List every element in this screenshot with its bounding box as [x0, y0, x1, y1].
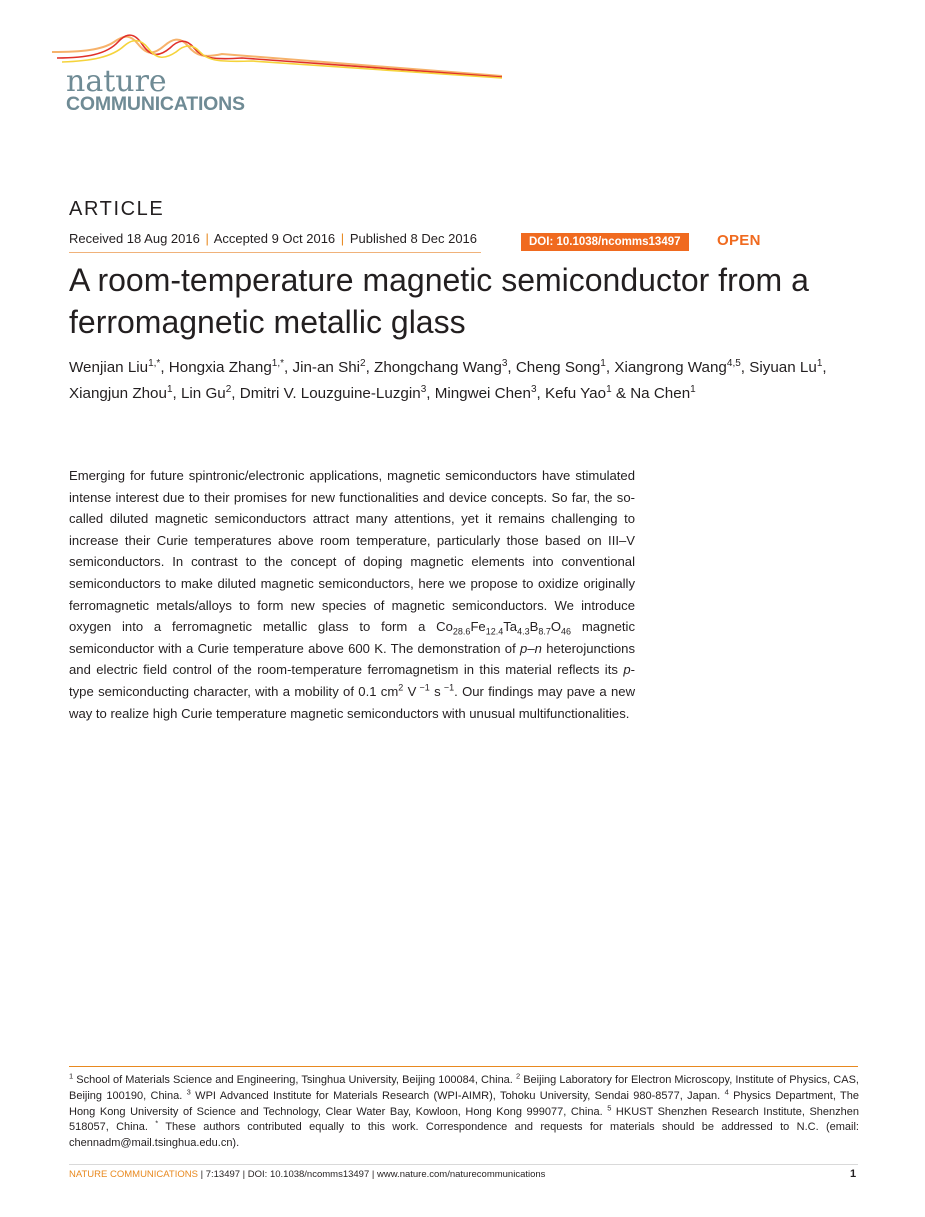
author: Dmitri V. Louzguine-Luzgin$^3$, — [239, 383, 435, 402]
journal-logo — [52, 30, 502, 120]
abstract: Emerging for future spintronic/electronic applications, magnetic semiconductors have stimulated intense interest due to their promises for new functionalities and device concepts. So far, the so-called diluted magnetic semiconductors attract many attentions, yet it remains challenging to increase their Curie temperatures above room temperature, particularly those based on III–V semiconductors. In contrast to the concept of doping magnetic elements into conventional semiconductors to make diluted magnetic semiconductors, here we propose to oxidize originally ferromagnetic metals/alloys to form new species of magnetic semiconductors. We introduce oxygen into a ferromagnetic metallic glass to form a $Co_{28.6}Fe_{12.4}Ta_{4.3}B_{8.7}O_{46}$ magnetic semiconductor with a Curie temperature above 600 K. The demonstration of p–n heterojunctions and electric field control of the room-temperature ferromagnetism in this material reflects its p-type semiconducting character, with a mobility of 0.1 $cm^2$ V $^{-1}$ s $^{-1}$. Our findings may pave a new way to realize high Curie temperature magnetic semiconductors with unusual multifunctionalities. — [69, 468, 636, 721]
footnote-divider — [69, 1066, 858, 1067]
date-separator: | — [340, 231, 345, 246]
date-separator: | — [205, 231, 209, 246]
author: Zhongchang Wang$^3$, — [374, 357, 516, 376]
author: Hongxia Zhang$^{1,*}$, — [168, 357, 293, 376]
author: Siyuan Lu$^1$, — [749, 357, 827, 376]
page-footer — [69, 1169, 545, 1180]
author: Wenjian Liu$^{1,*}$, — [69, 357, 169, 376]
article-type-label: ARTICLE — [69, 198, 165, 220]
logo-nature-text: nature — [66, 64, 167, 99]
received-date: Received 18 Aug 2016 — [69, 231, 200, 246]
dates-underline — [69, 252, 481, 253]
doi-badge[interactable]: DOI: 10.1038/ncomms13497 — [521, 233, 689, 251]
author: Xiangjun Zhou$^1$, — [69, 383, 181, 402]
author: Jin-an Shi$^2$, — [292, 357, 375, 376]
footer-journal-name: NATURE COMMUNICATIONS — [69, 1169, 198, 1180]
page-number: 1 — [850, 1168, 857, 1180]
footer-divider — [69, 1164, 858, 1165]
open-access-label: OPEN — [717, 232, 761, 249]
footer-citation: | 7:13497 | DOI: 10.1038/ncomms13497 | www.nature.com/naturecommunications — [197, 1169, 546, 1180]
author-list — [69, 355, 869, 407]
author: Kefu Yao$^1$ & — [544, 383, 631, 402]
article-title: A room-temperature magnetic semiconductor from a ferromagnetic metallic glass — [69, 262, 809, 340]
author: Mingwei Chen$^3$, — [434, 383, 545, 402]
author: Na Chen$^1$ — [630, 383, 696, 402]
affiliations: $^1$ School of Materials Science and Engineering, Tsinghua University, Beijing 100084, China. $^2$ Beijing Laboratory for Electron Microscopy, Institute of Physics, CAS, Beijing 100190, China. $^3$ WPI Advanced Institute for Materials Research (WPI-AIMR), Tohoku University, Sendai 980-8577, Japan. $^4$ Physics Department, The Hong Kong University of Science and Technology, Clear Water Bay, Kowloon, Hong Kong 999077, China. $^5$ HKUST Shenzhen Research Institute, Shenzhen 518057, China. * These authors contributed equally to this work. Correspondence and requests for materials should be addressed to N.C. (email: chennadm@mail.tsinghua.edu.cn). — [69, 1071, 860, 1150]
publication-dates — [69, 231, 477, 248]
logo-communications-text: COMMUNICATIONS — [66, 93, 245, 115]
author: Xiangrong Wang$^{4,5}$, — [614, 357, 750, 376]
chemical-formula: $Co_{28.6}Fe_{12.4}Ta_{4.3}B_{8.7}O_{46}$ — [436, 619, 572, 637]
author: Lin Gu$^2$, — [180, 383, 240, 402]
published-date: Published 8 Dec 2016 — [349, 231, 478, 246]
author: Cheng Song$^1$, — [515, 357, 615, 376]
accepted-date: Accepted 9 Oct 2016 — [213, 231, 336, 246]
